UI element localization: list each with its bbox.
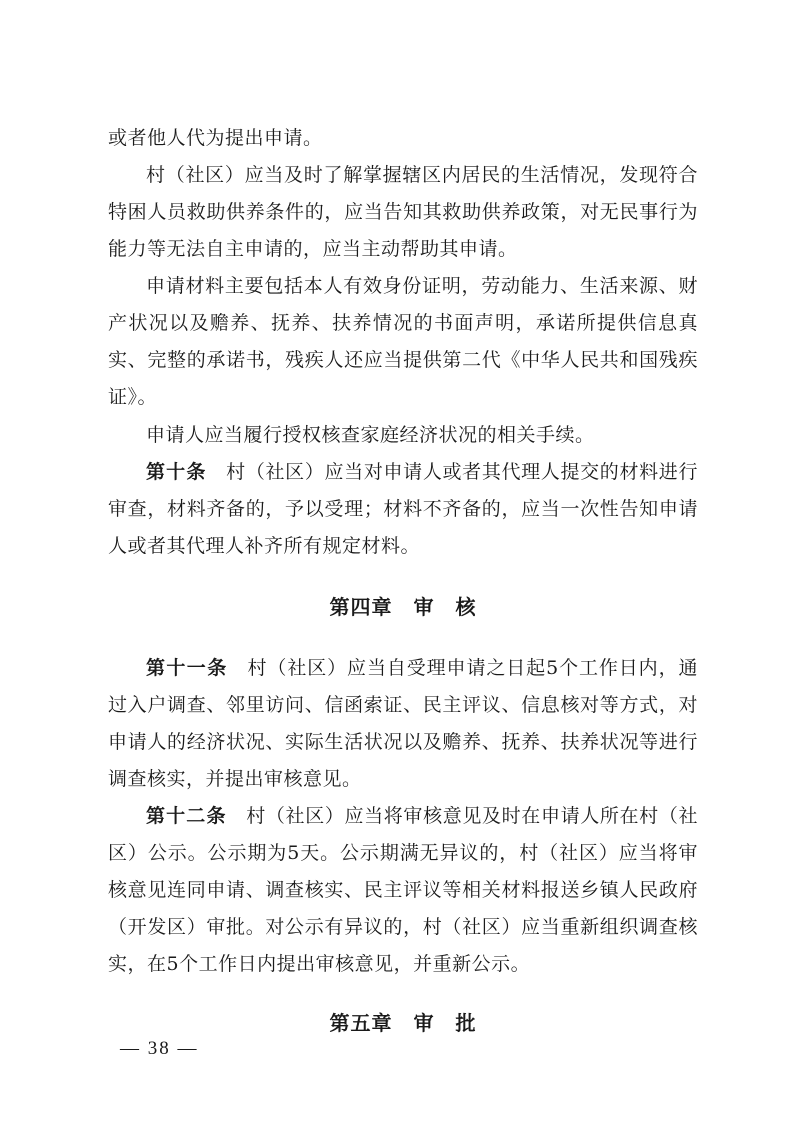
paragraph-text: 申请人应当履行授权核查家庭经济状况的相关手续。 xyxy=(146,424,595,446)
article-10-text: 村（社区）应当对申请人或者其代理人提交的材料进行审查，材料齐备的，予以受理；材料不齐备的，应当一次性告知申请人或者其代理人补齐所有规定材料。 xyxy=(108,461,698,557)
article-12-label: 第十二条 xyxy=(146,805,227,827)
chapter-5-heading: 第五章 审 批 xyxy=(329,1011,477,1035)
paragraph-continuation xyxy=(108,120,698,157)
paragraph-village-duty xyxy=(108,157,698,268)
article-10 xyxy=(108,454,698,565)
article-12 xyxy=(108,798,698,983)
page-number: — 38 — xyxy=(120,1038,199,1059)
article-11-label: 第十一条 xyxy=(146,657,228,679)
article-11 xyxy=(108,650,698,798)
article-10-label: 第十条 xyxy=(146,461,207,483)
paragraph-application-materials xyxy=(108,268,698,416)
article-12-text: 村（社区）应当将审核意见及时在申请人所在村（社区）公示。公示期为5天。公示期满无异议的，村（社区）应当将审核意见连同申请、调查核实、民主评议等相关材料报送乡镇人民政府（开发区）审批。对公示有异议的，村（社区）应当重新组织调查核实，在5个工作日内提出审核意见，并重新公示。 xyxy=(108,805,698,975)
paragraph-text: 或者他人代为提出申请。 xyxy=(108,127,323,149)
paragraph-text: 申请材料主要包括本人有效身份证明，劳动能力、生活来源、财产状况以及赡养、抚养、扶养情况的书面声明，承诺所提供信息真实、完整的承诺书，残疾人还应当提供第二代《中华人民共和国残疾证》。 xyxy=(108,275,698,408)
paragraph-authorization xyxy=(108,417,698,454)
chapter-4-heading: 第四章 审 核 xyxy=(329,595,477,619)
paragraph-text: 村（社区）应当及时了解掌握辖区内居民的生活情况，发现符合特困人员救助供养条件的，应当告知其救助供养政策，对无民事行为能力等无法自主申请的，应当主动帮助其申请。 xyxy=(108,164,698,260)
article-11-text: 村（社区）应当自受理申请之日起5个工作日内，通过入户调查、邻里访问、信函索证、民主评议、信息核对等方式，对申请人的经济状况、实际生活状况以及赡养、抚养、扶养状况等进行调查核实，并提出审核意见。 xyxy=(108,657,698,790)
